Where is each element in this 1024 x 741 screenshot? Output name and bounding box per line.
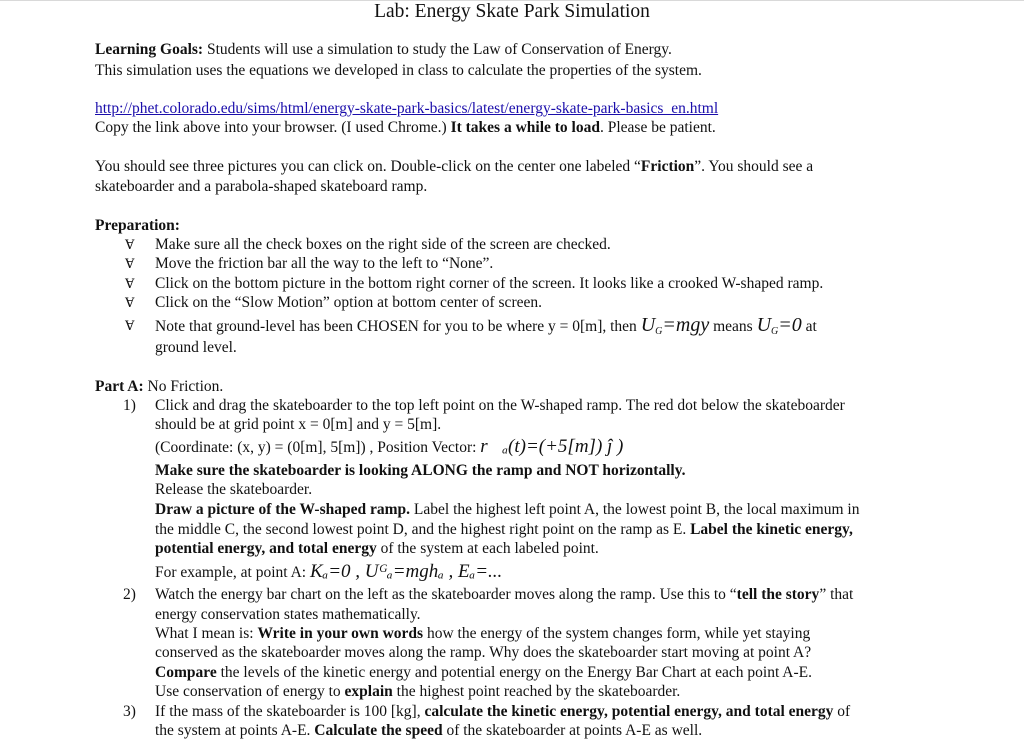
page-title: Lab: Energy Skate Park Simulation: [374, 1, 650, 22]
preparation-heading: Preparation:: [95, 217, 180, 234]
simulation-link[interactable]: http://phet.colorado.edu/sims/html/energy-skate-park-basics/latest/energy-skate-park-basics_en.html: [95, 100, 719, 117]
learning-goals-label: Learning Goals:: [95, 41, 204, 58]
bullet-icon: Ɐ: [125, 295, 135, 310]
q2-line6: Use conservation of energy to explain the highest point reached by the skateboarder.: [155, 683, 681, 700]
sim-link-line: [95, 99, 718, 118]
intro-line2: skateboarder and a parabola-shaped skateboard ramp.: [95, 178, 428, 195]
copy-instructions: Copy the link above into your browser. (I used Chrome.) It takes a while to load. Please be patient.: [95, 119, 716, 136]
position-vector-equation: r⃗ₐ(t)=(+5[m]) ĵ ): [480, 436, 624, 457]
q3-line1: If the mass of the skateboarder is 100 [kg], calculate the kinetic energy, potential energy, and total energy of: [155, 703, 851, 720]
q2-line3: What I mean is: Write in your own words how the energy of the system changes form, while yet staying: [155, 625, 811, 642]
q1-line2: should be at grid point x = 0[m] and y = 5[m].: [155, 416, 442, 433]
learning-goals-line1: Learning Goals: Students will use a simulation to study the Law of Conservation of Energy.: [95, 41, 672, 58]
q3-line2: the system at points A-E. Calculate the speed of the skateboarder at points A-E as well.: [155, 722, 703, 739]
q1-number: 1): [123, 397, 136, 414]
q2-number: 2): [123, 586, 136, 603]
q1-draw-line3: potential energy, and total energy of the system at each labeled point.: [155, 540, 599, 557]
prep-item-5-cont: ground level.: [155, 339, 237, 356]
bullet-icon: Ɐ: [125, 318, 135, 333]
q2-line5: Compare the levels of the kinetic energy and potential energy on the Energy Bar Chart at each point A-E.: [155, 664, 812, 681]
intro-line1: You should see three pictures you can click on. Double-click on the center one labeled “Friction”. You should see a: [95, 158, 814, 175]
prep-item-1: Make sure all the check boxes on the right side of the screen are checked.: [155, 236, 611, 253]
learning-goals-line2: This simulation uses the equations we developed in class to calculate the properties of the system.: [95, 62, 702, 79]
q1-draw-line2: the middle C, the second lowest point D, and the highest right point on the ramp as E. Label the kinetic energy,: [155, 521, 853, 538]
q1-example-line: For example, at point A: Kₐ=0 , Uᴳₐ=mghₐ , Eₐ=...: [155, 561, 503, 582]
q2-line4: conserved as the skateboarder moves along the ramp. Why does the skateboarder start moving at point A?: [155, 644, 812, 661]
part-a-heading: Part A: No Friction.: [95, 378, 224, 395]
q2-line2: energy conservation states mathematically.: [155, 606, 421, 623]
bullet-icon: Ɐ: [125, 276, 135, 291]
q1-line1: Click and drag the skateboarder to the top left point on the W-shaped ramp. The red dot below the skateboarder: [155, 397, 845, 414]
prep-item-4: Click on the “Slow Motion” option at bottom center of screen.: [155, 294, 542, 311]
q1-release: Release the skateboarder.: [155, 481, 313, 498]
prep-item-2: Move the friction bar all the way to the left to “None”.: [155, 255, 494, 272]
bullet-icon: Ɐ: [125, 256, 135, 271]
q1-draw-line1: Draw a picture of the W-shaped ramp. Label the highest left point A, the lowest point B, the local maximum in: [155, 501, 860, 518]
prep-item-5: Note that ground-level has been CHOSEN for you to be where y = 0[m], then $U_G=mgy$ means $U_G=0$ at: [155, 314, 817, 337]
prep-item-3: Click on the bottom picture in the bottom right corner of the screen. It looks like a crooked W-shaped ramp.: [155, 275, 824, 292]
q1-bold-instruction: Make sure the skateboarder is looking ALONG the ramp and NOT horizontally.: [155, 462, 686, 479]
bullet-icon: Ɐ: [125, 237, 135, 252]
q2-line1: Watch the energy bar chart on the left as the skateboarder moves along the ramp. Use this to “tell the story” that: [155, 586, 854, 603]
q3-number: 3): [123, 703, 136, 720]
example-equation: Kₐ=0 , Uᴳₐ=mghₐ , Eₐ=...: [309, 561, 503, 582]
q1-coordinate-line: (Coordinate: (x, y) = (0[m], 5[m]) , Position Vector: r⃗ₐ(t)=(+5[m]) ĵ ): [155, 436, 624, 457]
